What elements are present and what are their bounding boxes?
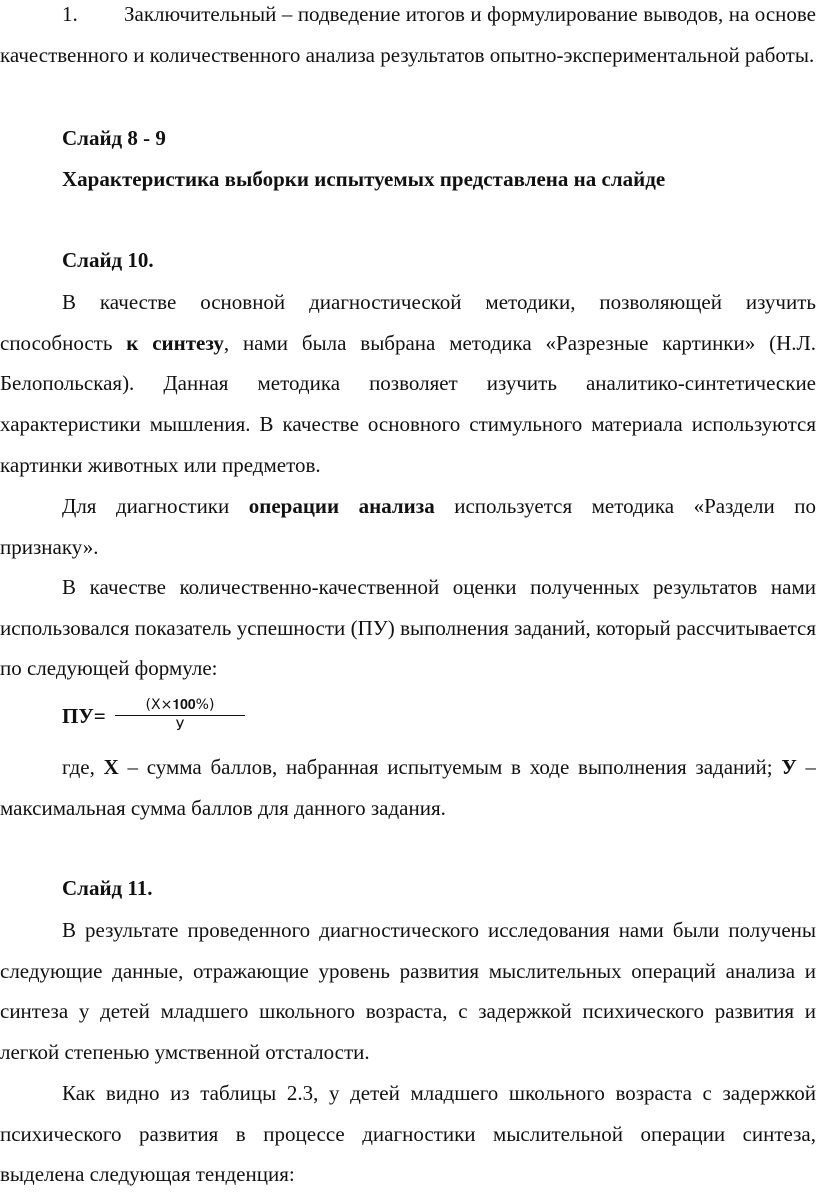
formula-numerator: (Х×𝟏𝟎𝟎%): [115, 696, 245, 716]
slide-8-9-heading: Слайд 8 - 9: [62, 126, 166, 150]
paragraph-table-trend: Как видно из таблицы 2.3, у детей младшего школьного возраста с задержкой психического развития в процессе диагностики мыслительной операции синтеза, выделена следующая тенденция:: [0, 1081, 816, 1187]
paragraph-method-analysis: [0, 486, 816, 567]
list-number: 1.: [62, 2, 78, 26]
paragraph-final-stage: [0, 0, 816, 75]
sample-heading: Характеристика выборки испытуемых представлена на слайде: [62, 167, 666, 191]
variable-u: У: [781, 755, 797, 779]
paragraph-text: – сумма баллов, набранная испытуемым в ходе выполнения заданий;: [118, 755, 782, 779]
slide-10-heading: Слайд 10.: [62, 248, 154, 272]
paragraph-text: Для диагностики: [62, 494, 249, 518]
paragraph-results: В результате проведенного диагностического исследования нами были получены следующие данные, отражающие уровень развития мыслительных операций анализа и синтеза у детей младшего школьного возраста, с задержкой психического развития и легкой степенью умственной отсталости.: [0, 918, 816, 1065]
formula-lhs: ПУ=: [62, 704, 106, 728]
variable-x: Х: [103, 755, 119, 779]
emphasis-analysis: операции анализа: [248, 494, 435, 518]
paragraph-text: используется методика «Раздели по признаку».: [0, 494, 816, 559]
formula-fraction: [115, 696, 245, 736]
slide-11-heading: Слайд 11.: [62, 876, 153, 900]
paragraph-method-synthesis: [0, 282, 816, 486]
formula-denominator: У: [175, 718, 185, 734]
paragraph-text: Заключительный – подведение итогов и формулирование выводов, на основе качественного и количественного анализа результатов опытно-экспериментальной работы.: [0, 2, 816, 67]
paragraph-text: где,: [62, 755, 104, 779]
paragraph-text: , нами была выбрана методика «Разрезные картинки» (Н.Л. Белопольская). Данная методика позволяет изучить аналитико-синтетические характеристики мышления. В качестве основного стимульного материала используются картинки животных или предметов.: [0, 330, 816, 477]
paragraph-formula-legend: [0, 747, 816, 828]
paragraph-text: – максимальная сумма баллов для данного задания.: [0, 755, 816, 820]
emphasis-synthesis: к синтезу: [126, 330, 224, 355]
paragraph-success-index: В качестве количественно-качественной оценки полученных результатов нами использовался показатель успешности (ПУ) выполнения заданий, который рассчитывается по следующей формуле:: [0, 575, 816, 681]
paragraph-text: В качестве основной диагностической методики, позволяющей изучить способность: [0, 290, 816, 355]
